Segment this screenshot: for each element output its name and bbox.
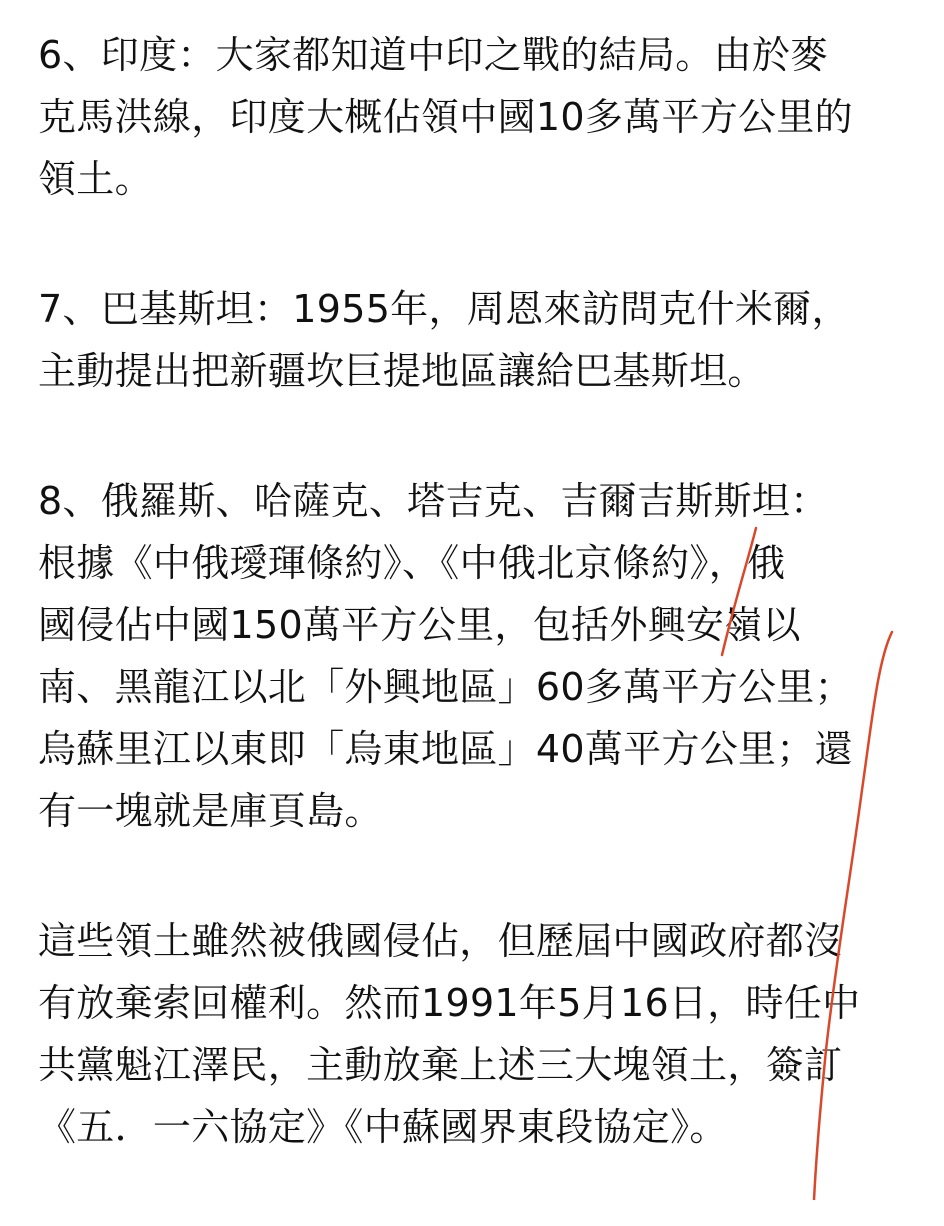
text-line: 烏蘇里江以東即「烏東地區」40萬平方公里；還 — [38, 727, 853, 771]
text-line: 領土。 — [38, 157, 153, 201]
text-line: 國侵佔中國150萬平方公里，包括外興安嶺以 — [38, 603, 801, 647]
text-line: 有放棄索回權利。然而1991年5月16日，時任中 — [38, 981, 861, 1025]
paragraph-india — [38, 24, 918, 210]
text-line: 這些領土雖然被俄國侵佔，但歷屆中國政府都沒 — [38, 919, 843, 963]
text-line: 《五．一六協定》《中蘇國界東段協定》。 — [38, 1105, 728, 1149]
text-line: 8、俄羅斯、哈薩克、塔吉克、吉爾吉斯斯坦： — [38, 479, 829, 523]
text-line: 南、黑龍江以北「外興地區」60多萬平方公里； — [38, 665, 853, 709]
text-line: 6、印度：大家都知道中印之戰的結局。由於麥 — [38, 33, 829, 77]
text-line: 有一塊就是庫頁島。 — [38, 789, 383, 833]
text-line: 根據《中俄璦琿條約》、《中俄北京條約》，俄 — [38, 541, 786, 585]
paragraph-conclusion — [38, 910, 918, 1158]
text-line: 克馬洪線，印度大概佔領中國10多萬平方公里的 — [38, 95, 853, 139]
paragraph-russia — [38, 470, 918, 842]
text-line: 主動提出把新疆坎巨提地區讓給巴基斯坦。 — [38, 349, 766, 393]
text-line: 共黨魁江澤民，主動放棄上述三大塊領土，簽訂 — [38, 1043, 843, 1087]
paragraph-pakistan — [38, 278, 918, 402]
document-body — [38, 24, 918, 1226]
text-line: 7、巴基斯坦：1955年，周恩來訪問克什米爾， — [38, 287, 850, 331]
